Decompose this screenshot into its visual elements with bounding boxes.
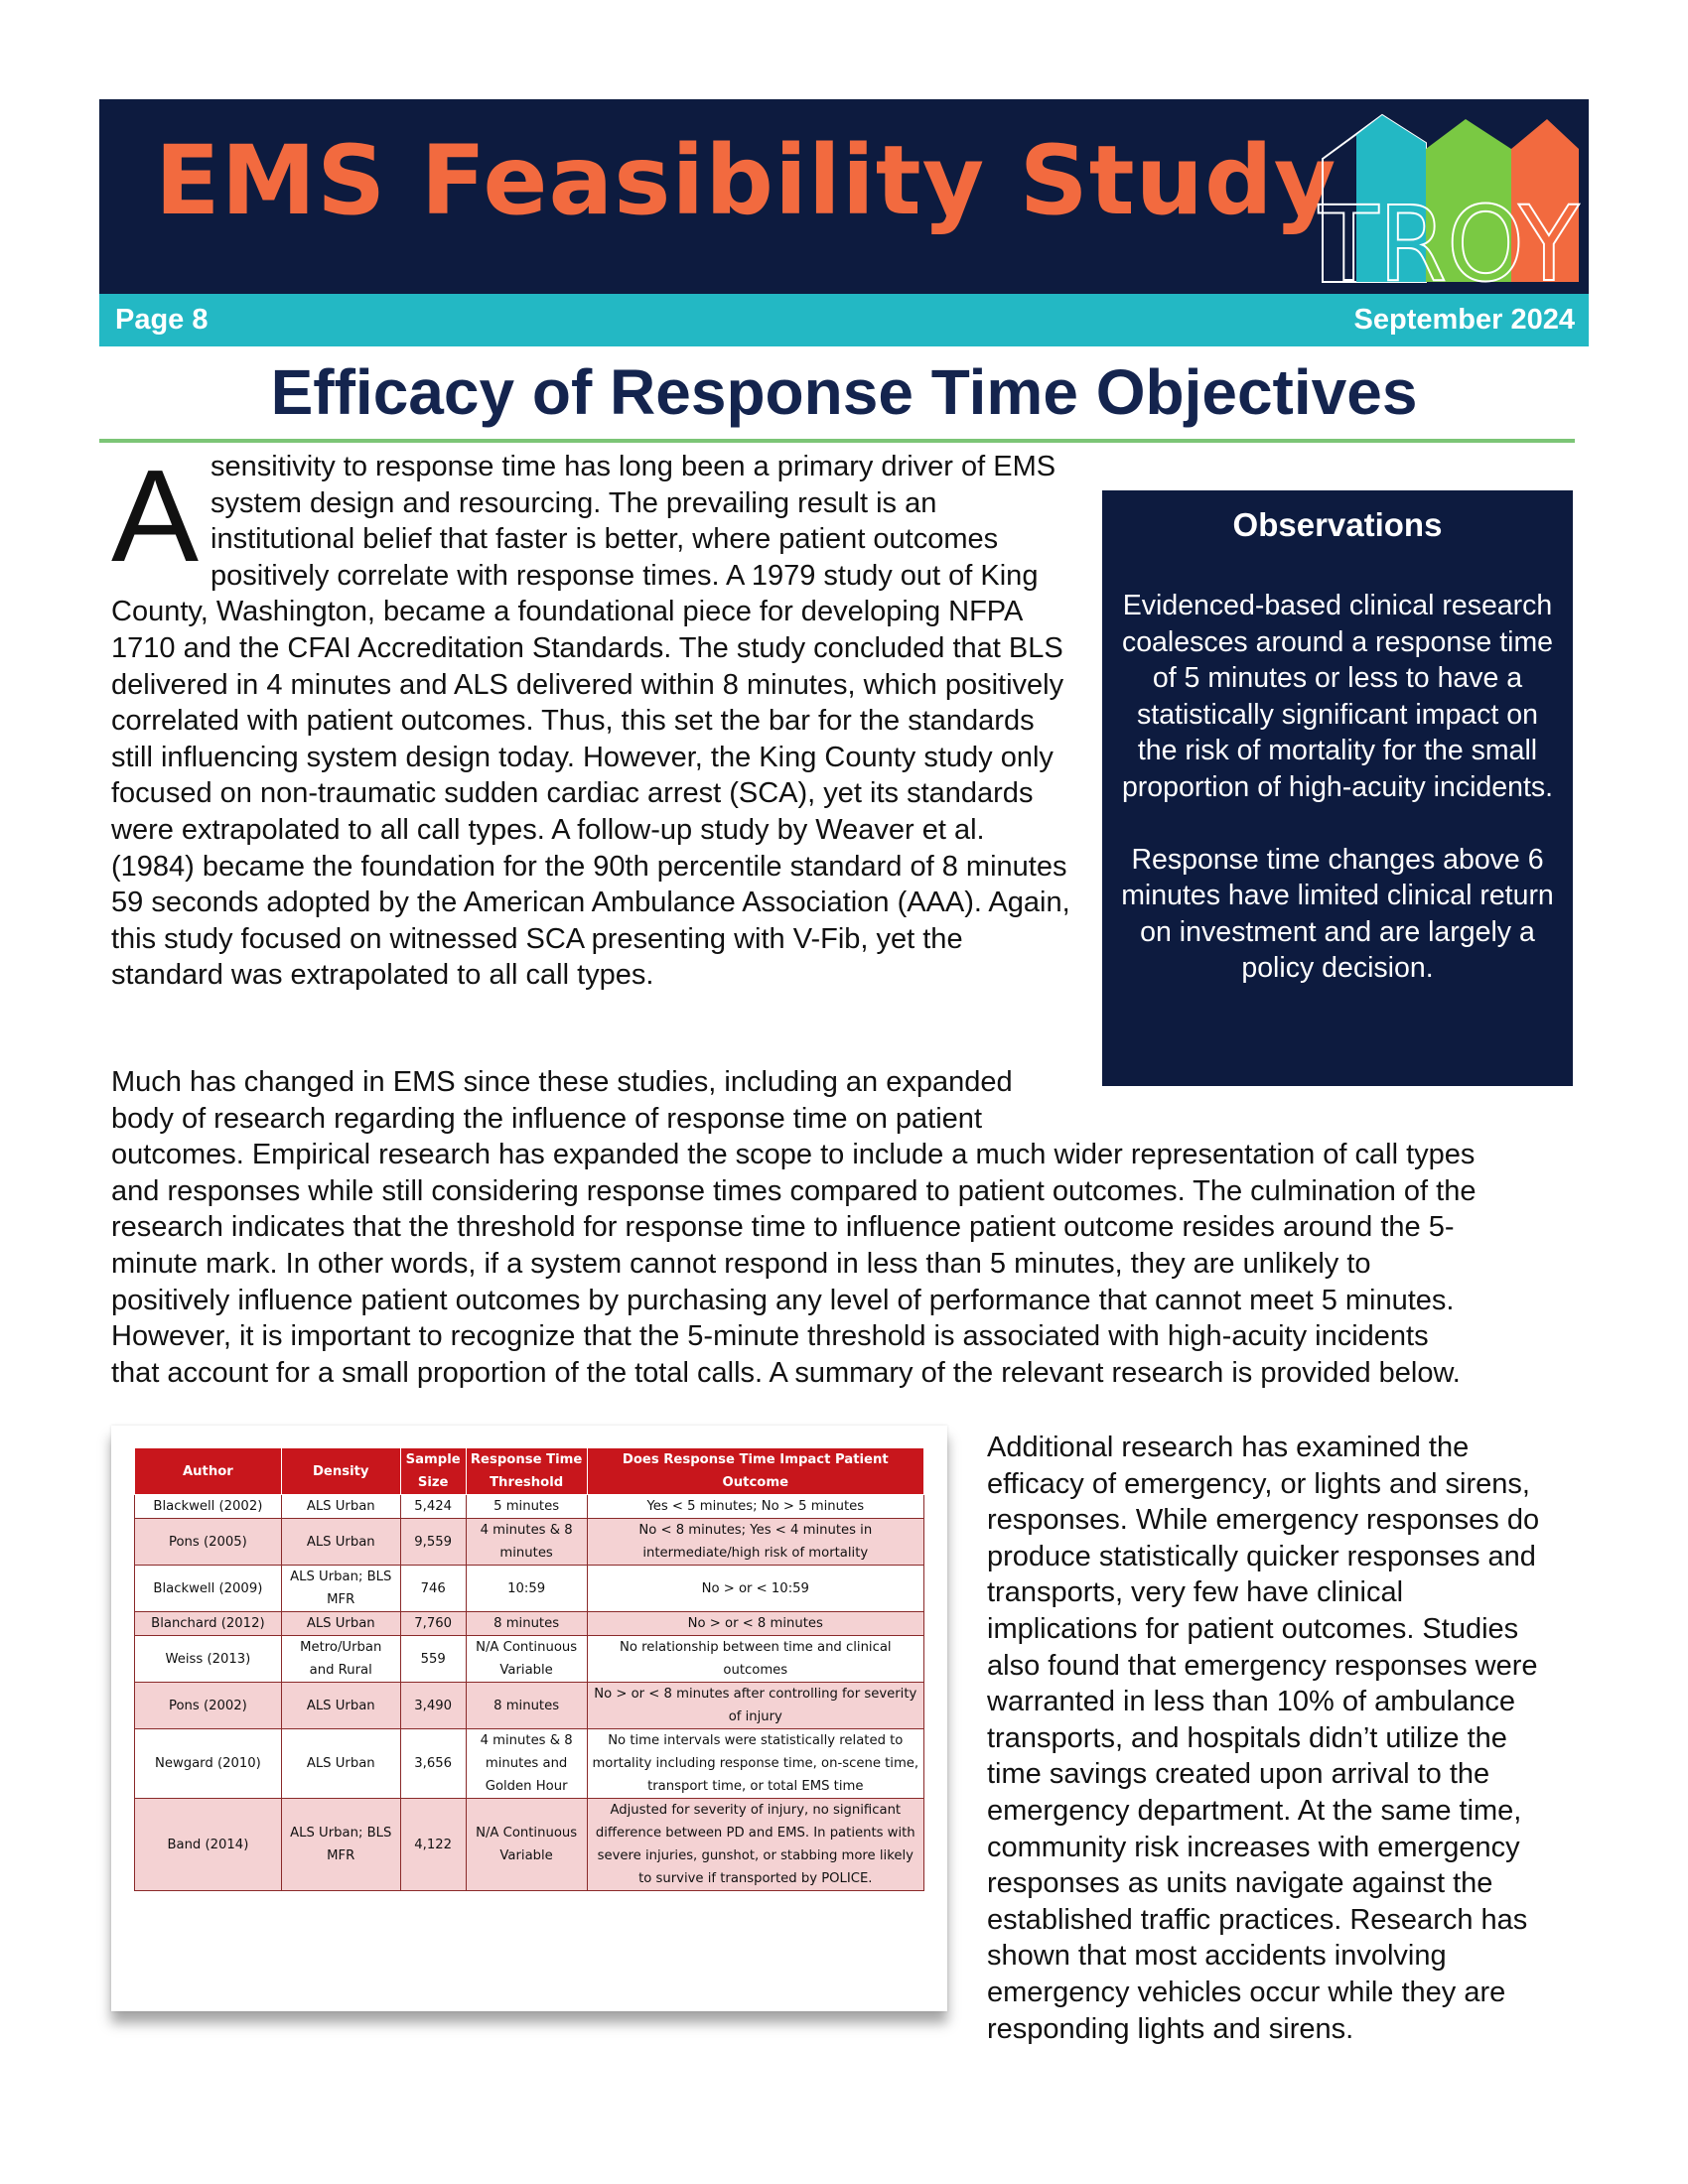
text-line: emergency department. At the same time, [987, 1794, 1522, 1827]
threshold-cell: 4 minutes & 8 minutes and Golden Hour [466, 1729, 587, 1799]
drop-cap: A [111, 443, 200, 589]
density-cell: ALS Urban [281, 1683, 400, 1729]
research-table [134, 1447, 924, 1891]
text-line: transports, and hospitals didn’t utilize the [987, 1721, 1507, 1754]
outcome-cell: No > or < 8 minutes [587, 1612, 923, 1636]
research-summary-paragraph [111, 1064, 1591, 1391]
author-cell: Pons (2002) [135, 1683, 282, 1729]
text-line: Additional research has examined the [987, 1432, 1470, 1463]
threshold-cell: 10:59 [466, 1566, 587, 1612]
text-line: also found that emergency responses were [987, 1649, 1538, 1682]
text-line: warranted in less than 10% of ambulance [987, 1686, 1515, 1718]
lights-and-sirens-paragraph [987, 1430, 1593, 2047]
text-line: implications for patient outcomes. Studies [987, 1612, 1519, 1645]
heading-divider [99, 439, 1575, 443]
density-cell: ALS Urban [281, 1519, 400, 1566]
intro-text: sensitivity to response time has long been a primary driver of EMS system design and resourcing. The prevailing result is an institutional belief that faster is better, where patient outcomes positively correlate with response times. A 1979 study out of King County, Washington, became a foundational piece for developing NFPA 1710 and the CFAI Accreditation Standards. The study concluded that BLS delivered in 4 minutes and ALS delivered within 8 minutes, which positively correlated with patient outcomes. Thus, this set the bar for the standards still influencing system design today. However, the King County study only focused on non-traumatic sudden cardiac arrest (SCA), yet its standards were extrapolated to all call types. A follow-up study by Weaver et al. (1984) became the foundation for the 90th percentile standard of 8 minutes 59 seconds adopted by the American Ambulance Association (AAA). Again, this study focused on witnessed SCA presenting with V-Fib, yet the standard was extrapolated to all call types. [111, 451, 1070, 992]
text-line: responses. While emergency responses do [987, 1504, 1540, 1537]
troy-logo [1317, 113, 1581, 292]
threshold-cell: 8 minutes [466, 1683, 587, 1729]
table-row [135, 1636, 924, 1683]
sample-size-cell: 3,490 [400, 1683, 466, 1729]
observations-title: Observations [1232, 506, 1443, 543]
author-cell: Band (2014) [135, 1799, 282, 1891]
text-line: that account for a small proportion of the total calls. A summary of the relevant research is provided below. [111, 1356, 1461, 1389]
text-line: Much has changed in EMS since these studies, including an expanded [111, 1066, 1013, 1098]
outcome-cell: No > or < 10:59 [587, 1566, 923, 1612]
sample-size-cell: 4,122 [400, 1799, 466, 1891]
outcome-cell: No > or < 8 minutes after controlling for severity of injury [587, 1683, 923, 1729]
text-line: However, it is important to recognize that the 5-minute threshold is associated with high-acuity incidents [111, 1320, 1429, 1353]
research-table-card [111, 1426, 947, 2011]
outcome-cell: Yes < 5 minutes; No > 5 minutes [587, 1495, 923, 1519]
text-line: shown that most accidents involving [987, 1940, 1447, 1973]
author-cell: Blanchard (2012) [135, 1612, 282, 1636]
text-line: emergency vehicles occur while they are [987, 1976, 1506, 2008]
logo-text: TROY [1318, 184, 1580, 292]
density-cell: ALS Urban [281, 1495, 400, 1519]
density-cell: ALS Urban [281, 1612, 400, 1636]
text-line: time savings created upon arrival to the [987, 1758, 1490, 1791]
page-info-bar [99, 294, 1589, 346]
outcome-cell: Adjusted for severity of injury, no significant difference between PD and EMS. In patients with severe injuries, gunshot, or stabbing more likely to survive if transported by POLICE. [587, 1799, 923, 1891]
text-line: transports, very few have clinical [987, 1576, 1404, 1609]
table-row [135, 1519, 924, 1566]
author-cell: Newgard (2010) [135, 1729, 282, 1799]
column-header: Author [135, 1448, 282, 1495]
text-line: established traffic practices. Research has [987, 1903, 1528, 1936]
outcome-cell: No relationship between time and clinical outcomes [587, 1636, 923, 1683]
text-line: research indicates that the threshold for response time to influence patient outcome resides around the 5- [111, 1211, 1455, 1244]
observation-paragraph: Evidenced-based clinical research coalesces around a response time of 5 minutes or less to have a statistically significant impact on the risk of mortality for the small proportion of high-acuity incidents. [1121, 590, 1554, 803]
density-cell: ALS Urban; BLS MFR [281, 1799, 400, 1891]
text-line: produce statistically quicker responses and [987, 1540, 1536, 1572]
text-line: and responses while still considering response times compared to patient outcomes. The culmination of the [111, 1174, 1477, 1207]
author-cell: Weiss (2013) [135, 1636, 282, 1683]
text-line: responding lights and sirens. [987, 2012, 1354, 2045]
text-line: community risk increases with emergency [987, 1831, 1520, 1863]
observations-box [1102, 490, 1573, 1086]
text-line: efficacy of emergency, or lights and sirens, [987, 1467, 1530, 1500]
sample-size-cell: 3,656 [400, 1729, 466, 1799]
text-line: minute mark. In other words, if a system cannot respond in less than 5 minutes, they are unlikely to [111, 1247, 1371, 1280]
text-line: outcomes. Empirical research has expanded the scope to include a much wider representation of call types [111, 1139, 1476, 1171]
threshold-cell: 8 minutes [466, 1612, 587, 1636]
threshold-cell: N/A Continuous Variable [466, 1799, 587, 1891]
table-row [135, 1729, 924, 1799]
table-row [135, 1566, 924, 1612]
sample-size-cell: 5,424 [400, 1495, 466, 1519]
text-line: responses as units navigate against the [987, 1867, 1493, 1900]
sample-size-cell: 9,559 [400, 1519, 466, 1566]
threshold-cell: 5 minutes [466, 1495, 587, 1519]
table-row [135, 1495, 924, 1519]
header-banner [99, 99, 1589, 294]
author-cell: Blackwell (2009) [135, 1566, 282, 1612]
density-cell: Metro/Urban and Rural [281, 1636, 400, 1683]
page-number: Page 8 [115, 304, 209, 336]
text-line: positively influence patient outcomes by purchasing any level of performance that cannot meet 5 minutes. [111, 1284, 1455, 1316]
threshold-cell: 4 minutes & 8 minutes [466, 1519, 587, 1566]
sample-size-cell: 746 [400, 1566, 466, 1612]
text-line: body of research regarding the influence of response time on patient [111, 1102, 982, 1135]
column-header: Sample Size [400, 1448, 466, 1495]
outcome-cell: No time intervals were statistically related to mortality including response time, on-scene time, transport time, or total EMS time [587, 1729, 923, 1799]
table-row [135, 1612, 924, 1636]
intro-paragraph [111, 443, 1072, 994]
column-header: Does Response Time Impact Patient Outcome [587, 1448, 923, 1495]
table-row [135, 1683, 924, 1729]
issue-date: September 2024 [1353, 304, 1575, 336]
sample-size-cell: 7,760 [400, 1612, 466, 1636]
column-header: Response Time Threshold [466, 1448, 587, 1495]
table-header-row [135, 1448, 924, 1495]
outcome-cell: No < 8 minutes; Yes < 4 minutes in intermediate/high risk of mortality [587, 1519, 923, 1566]
sample-size-cell: 559 [400, 1636, 466, 1683]
author-cell: Blackwell (2002) [135, 1495, 282, 1519]
threshold-cell: N/A Continuous Variable [466, 1636, 587, 1683]
article-heading: Efficacy of Response Time Objectives [270, 356, 1418, 428]
author-cell: Pons (2005) [135, 1519, 282, 1566]
newsletter-title: EMS Feasibility Study [155, 125, 1337, 236]
observation-paragraph: Response time changes above 6 minutes have limited clinical return on investment and are largely a policy decision. [1121, 843, 1554, 985]
table-row [135, 1799, 924, 1891]
density-cell: ALS Urban; BLS MFR [281, 1566, 400, 1612]
column-header: Density [281, 1448, 400, 1495]
density-cell: ALS Urban [281, 1729, 400, 1799]
